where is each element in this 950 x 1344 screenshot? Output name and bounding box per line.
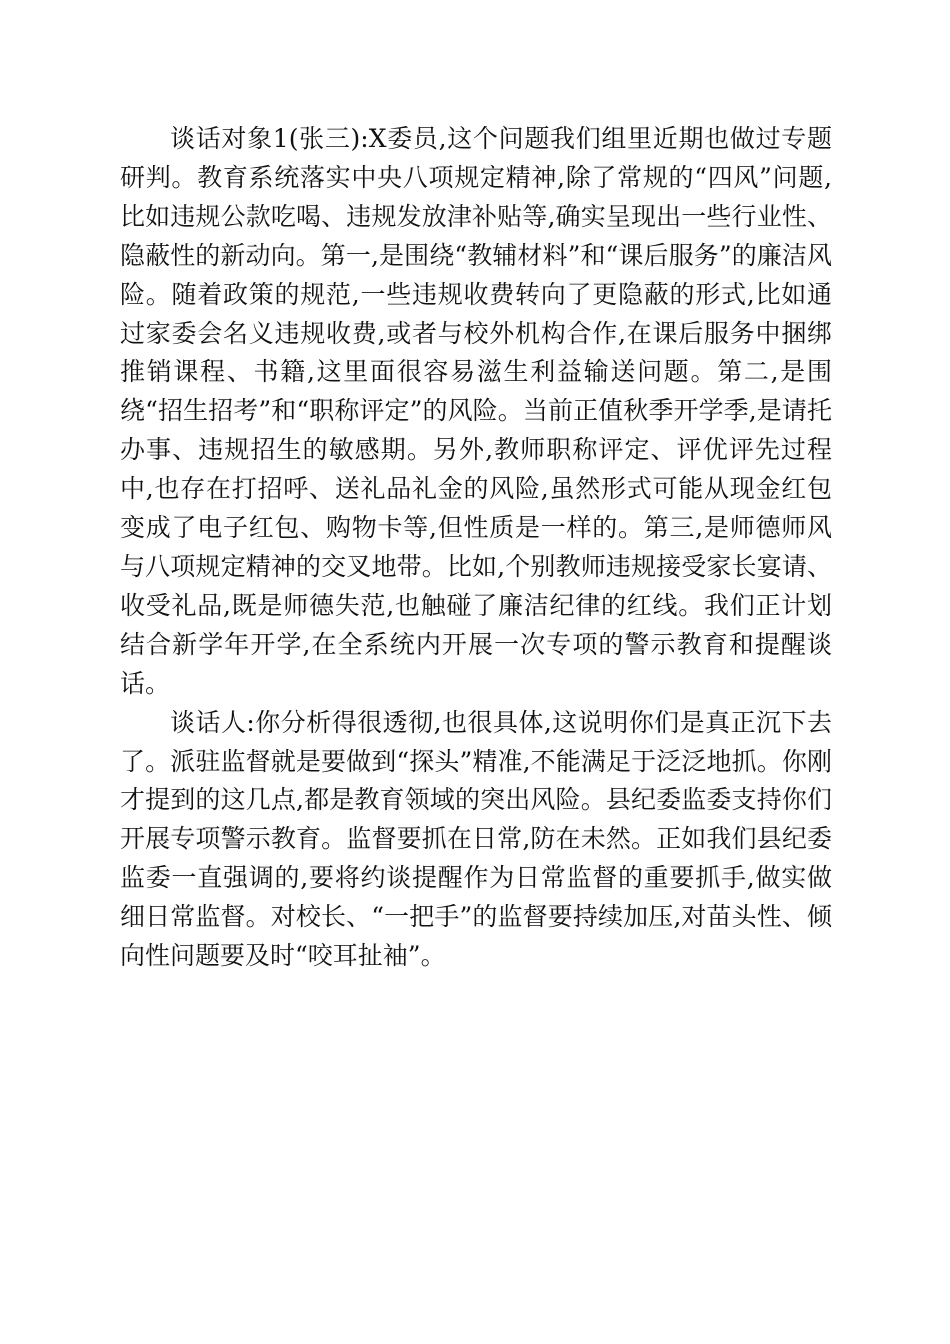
- paragraph-interviewee-statement: 谈话对象1(张三):X委员,这个问题我们组里近期也做过专题研判。教育系统落实中央八项规定精神,除了常规的“四风”问题,比如违规公款吃喝、违规发放津补贴等,确实呈现出一些行业性、隐蔽性的新动向。第一,是围绕“教辅材料”和“课后服务”的廉洁风险。随着政策的规范,一些违规收费转向了更隐蔽的形式,比如通过家委会名义违规收费,或者与校外机构合作,在课后服务中捆绑推销课程、书籍,这里面很容易滋生利益输送问题。第二,是围绕“招生招考”和“职称评定”的风险。当前正值秋季开学季,是请托办事、违规招生的敏感期。另外,教师职称评定、评优评先过程中,也存在打招呼、送礼品礼金的风险,虽然形式可能从现金红包变成了电子红包、购物卡等,但性质是一样的。第三,是师德师风与八项规定精神的交叉地带。比如,个别教师违规接受家长宴请、收受礼品,既是师德失范,也触碰了廉洁纪律的红线。我们正计划结合新学年开学,在全系统内开展一次专项的警示教育和提醒谈话。: [120, 124, 832, 698]
- paragraph-interviewer-response: 谈话人:你分析得很透彻,也很具体,这说明你们是真正沉下去了。派驻监督就是要做到“探头”精准,不能满足于泛泛地抓。你刚才提到的这几点,都是教育领域的突出风险。县纪委监委支持你们开展专项警示教育。监督要抓在日常,防在未然。正如我们县纪委监委一直强调的,要将约谈提醒作为日常监督的重要抓手,做实做细日常监督。对校长、“一把手”的监督要持续加压,对苗头性、倾向性问题要及时“咬耳扯袖”。: [120, 707, 832, 971]
- document-body: [120, 120, 832, 976]
